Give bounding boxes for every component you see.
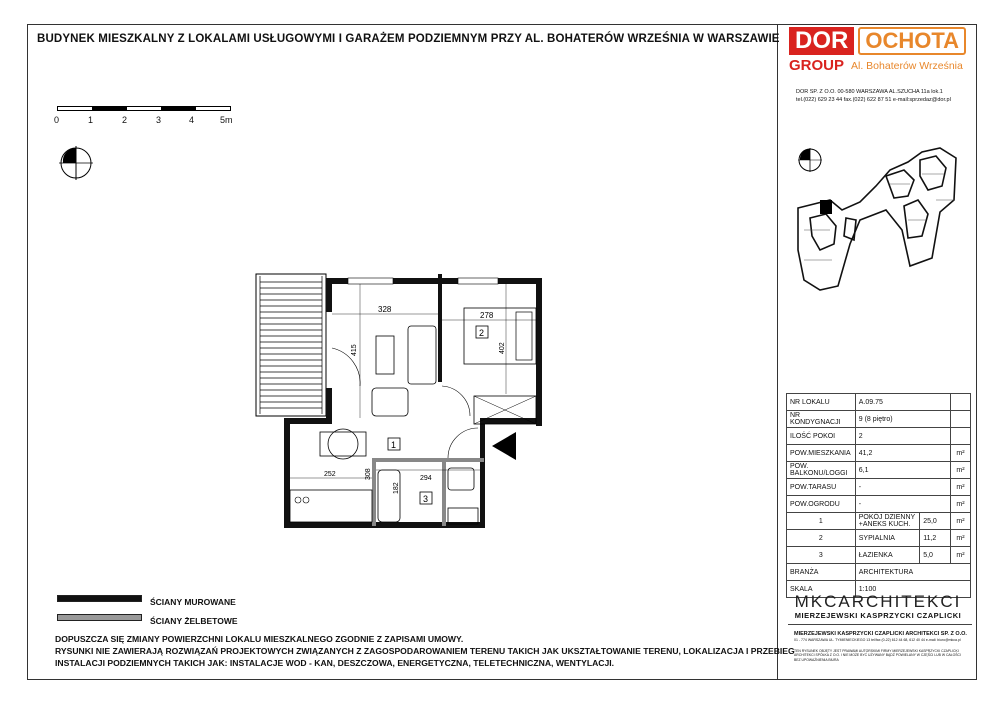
table-row: [787, 479, 971, 496]
company-address: DOR SP. Z O.O. 00-580 WARSZAWA AL.SZUCHA 11a lok.1: [796, 89, 943, 95]
note-line-2: RYSUNKI NIE ZAWIERAJĄ ROZWIĄZAŃ PROJEKTOWYCH ZWIĄZANYCH Z ZAGOSPODAROWANIEM TERENU TAKICH JAK UKSZTAŁTOWANIE TERENU, LOKALIZACJA I PRZEBIEG: [55, 646, 795, 656]
legend-concrete-swatch: [57, 614, 142, 621]
branza-label: BRANŻA: [787, 564, 856, 581]
room-label-3: 3: [423, 494, 429, 504]
room-nr: 3: [787, 547, 856, 564]
logo-ochota-text: OCHOTA: [858, 27, 966, 55]
dim-living-width: 328: [378, 305, 392, 314]
dim-bed-height: 402: [499, 342, 506, 354]
architect-divider: [788, 624, 972, 625]
skala-value: 1:100: [855, 581, 970, 598]
key-plan: [790, 140, 970, 300]
legend-masonry-swatch: [57, 595, 142, 602]
pow-tarasu-label: POW.TARASU: [787, 479, 856, 496]
unit: m²: [951, 530, 971, 547]
dim-kitchen-width: 252: [324, 471, 336, 478]
unit: m²: [951, 496, 971, 513]
scale-label-0: 0: [54, 115, 60, 125]
architect-logo: [788, 592, 968, 620]
company-contact: tel.(022) 629 23 44 fax.(022) 622 87 51 e-mail:sprzedaz@dor.pl: [796, 97, 951, 103]
scale-label-3: 3: [156, 115, 162, 125]
logo-dor-text: DOR: [789, 27, 854, 55]
pow-ogrodu-value: -: [855, 496, 950, 513]
company-info: [796, 88, 951, 104]
pow-tarasu-value: -: [855, 479, 950, 496]
note-line-3: INSTALACJI PODZIEMNYCH TAKICH JAK: INSTALACJE WOD - KAN, DESZCZOWA, ENERGETYCZNA, TELETECHNICZNA, WENTYLACJI.: [55, 658, 615, 668]
scale-label-1: 1: [88, 115, 94, 125]
architect-address: 01 - 774 WARSZAWA UL. TYMIENIECKIEGO 13 tel/fax (0-22) 612 44 68, 612 40 44 e-mail: biuro@mkca.pl: [794, 638, 961, 642]
pow-mieszkania-label: POW.MIESZKANIA: [787, 445, 856, 462]
architect-name: MIERZEJEWSKI KASPRZYCKI CZAPLICKI ARCHITEKCI SP. Z O.O.: [794, 631, 967, 637]
nr-kondygnacji-value: 9 (8 piętro): [855, 411, 950, 428]
pow-ogrodu-label: POW.OGRODU: [787, 496, 856, 513]
north-arrow-icon: [58, 145, 94, 181]
table-row: [787, 547, 971, 564]
unit: m²: [951, 547, 971, 564]
architect-logo-sub: MIERZEJEWSKI KASPRZYCKI CZAPLICKI: [794, 611, 962, 620]
architect-disclaimer: TEN RYSUNEK OBJĘTY JEST PRAWAMI AUTORSKIMI FIRMY MIERZEJEWSKI KASPRZYCKI CZAPLICKI ARCHITEKCI SPÓŁKA Z O.O. I NIE MOŻE BYĆ UŻYWANY BĄDŹ POWIELANY W CZĘŚCI LUB W CAŁOŚCI BEZ UPOWAŻNIENIA BIURA: [794, 649, 961, 662]
dim-bath-height: 182: [393, 482, 400, 494]
notes: [55, 633, 795, 669]
ilosc-pokoi-value: 2: [855, 428, 950, 445]
room-name: ŁAZIENKA: [855, 547, 919, 564]
nr-lokalu-value: A.09.75: [855, 394, 950, 411]
sheet-divider: [777, 24, 778, 680]
pow-balkonu-value: 6,1: [855, 462, 950, 479]
table-row: [787, 513, 971, 530]
room-label-2: 2: [479, 328, 485, 338]
table-row: [787, 530, 971, 547]
unit: m²: [951, 445, 971, 462]
dim-bed-width: 278: [480, 311, 494, 320]
table-row: [787, 496, 971, 513]
scale-label-2: 2: [122, 115, 128, 125]
room-name: SYPIALNIA: [855, 530, 919, 547]
skala-label: SKALA: [787, 581, 856, 598]
pow-balkonu-label: POW. BALKONU/LOGGI: [787, 462, 856, 479]
legend-masonry-label: ŚCIANY MUROWANE: [150, 597, 236, 607]
legend-concrete-label: ŚCIANY ŻELBETOWE: [150, 616, 238, 626]
unit: m²: [951, 513, 971, 530]
scale-label-5: 5m: [220, 115, 233, 125]
unit: m²: [951, 479, 971, 496]
logo-group-text: GROUP: [789, 57, 845, 74]
dim-bath-width: 294: [420, 475, 432, 482]
scale-label-4: 4: [189, 115, 195, 125]
table-row: [787, 428, 971, 445]
room-area: 25,0: [920, 513, 951, 530]
branza-value: ARCHITEKTURA: [855, 564, 970, 581]
room-name: POKÓJ DZIENNY +ANEKS KUCH.: [855, 513, 919, 530]
architect-logo-main: MKCARCHITEKCI: [794, 592, 962, 611]
table-row: [787, 564, 971, 581]
room-nr: 1: [787, 513, 856, 530]
table-row: [787, 462, 971, 479]
room-nr: 2: [787, 530, 856, 547]
unit: m²: [951, 462, 971, 479]
room-area: 11,2: [920, 530, 951, 547]
room-area: 5,0: [920, 547, 951, 564]
developer-logo: [789, 27, 966, 55]
floor-plan: [248, 268, 548, 533]
nr-kondygnacji-label: NR KONDYGNACJI: [787, 411, 856, 428]
note-line-1: DOPUSZCZA SIĘ ZMIANY POWIERZCHNI LOKALU MIESZKALNEGO ZGODNIE Z ZAPISAMI UMOWY.: [55, 634, 464, 644]
nr-lokalu-label: NR LOKALU: [787, 394, 856, 411]
dim-living-height: 415: [351, 344, 358, 356]
scale-bar: [57, 106, 231, 111]
pow-mieszkania-value: 41,2: [855, 445, 950, 462]
page-title: BUDYNEK MIESZKALNY Z LOKALAMI USŁUGOWYMI I GARAŻEM PODZIEMNYM PRZY AL. BOHATERÓW WRZEŚNIA W WARSZAWIE: [37, 33, 780, 45]
apartment-info-table: [786, 393, 971, 598]
dim-kitchen-height: 308: [365, 468, 372, 480]
table-row: [787, 445, 971, 462]
ilosc-pokoi-label: ILOŚĆ POKOI: [787, 428, 856, 445]
table-row: [787, 394, 971, 411]
logo-street-text: Al. Bohaterów Września: [851, 60, 963, 72]
table-row: [787, 411, 971, 428]
room-label-1: 1: [391, 440, 397, 450]
